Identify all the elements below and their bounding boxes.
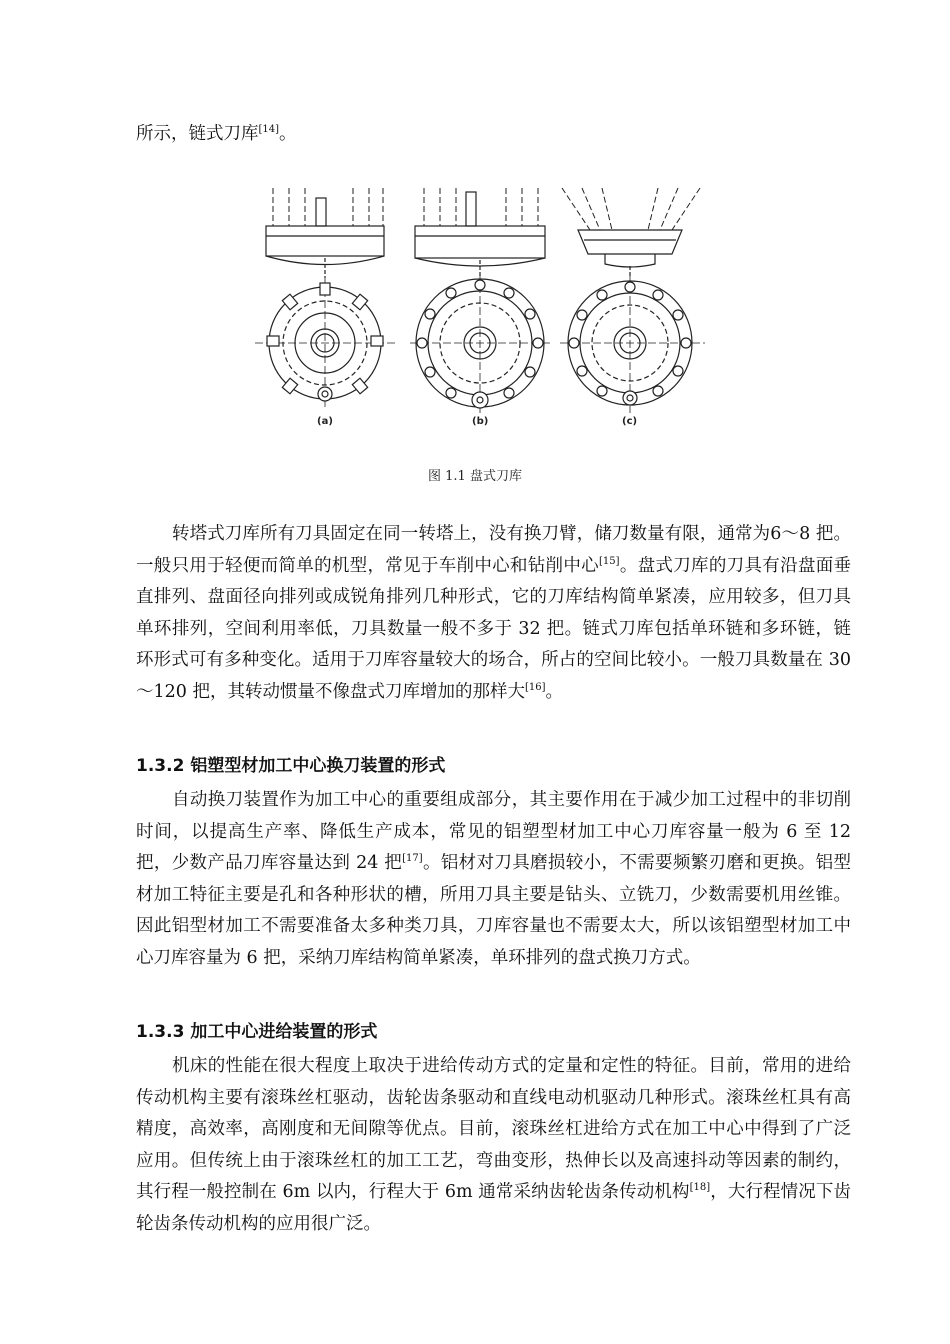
para2-text-1: 自动换刀装置作为加工中心的重要组成部分，其主要作用在于减少加工过程中的非切削时间，以提高生产率、降低生产成本，常见的铝塑型材加工中心刀库容量一般为 6 至 12 把，少数产品刀库容量达到 24 把 <box>136 790 851 873</box>
panel-label-a: (a) <box>317 416 333 427</box>
figure-caption: 图 1.1 盘式刀库 <box>428 469 522 484</box>
panel-label-b: (b) <box>472 416 489 427</box>
citation: [16] <box>524 681 546 693</box>
paragraph-tool-changer <box>136 785 851 974</box>
para1-text-1: 转塔式刀库所有刀具固定在同一转塔上，没有换刀臂，储刀数量有限，通常为6～8 把。一般只用于轻便而简单的机型，常见于车削中心和钻削中心 <box>136 524 851 576</box>
section-heading-1-3-3: 1.3.3 加工中心进给装置的形式 <box>136 1022 378 1042</box>
disc-magazine-figure <box>255 178 715 433</box>
para3-text-2: ，大行程情况下齿轮齿条传动机构的应用很广泛。 <box>136 1182 851 1234</box>
panel-b-drawing <box>410 188 550 427</box>
intro-end: 。 <box>279 124 297 144</box>
para3-text-1: 机床的性能在很大程度上取决于进给传动方式的定量和定性的特征。目前，常用的进给传动机构主要有滚珠丝杠驱动，齿轮齿条驱动和直线电动机驱动几种形式。滚珠丝杠具有高精度，高效率，高刚度和无间隙等优点。目前，滚珠丝杠进给方式在加工中心中得到了广泛应用。但传统上由于滚珠丝杠的加工工艺，弯曲变形，热伸长以及高速抖动等因素的制约，其行程一般控制在 6m 以内，行程大于 6m 通常采纳齿轮齿条传动机构 <box>136 1056 851 1202</box>
citation: [18] <box>689 1182 711 1194</box>
panel-label-c: (c) <box>622 416 638 427</box>
paragraph-feed-mechanism <box>136 1051 851 1240</box>
panel-a-drawing <box>255 188 395 427</box>
paragraph-turret-magazine <box>136 519 851 708</box>
para1-text-2: 。盘式刀库的刀具有沿盘面垂直排列、盘面径向排列或成锐角排列几种形式，它的刀库结构简单紧凑，应用较多，但刀具单环排列，空间利用率低，刀具数量一般不多于 32 把。链式刀库包括单环链和多环链，链环形式可有多种变化。适用于刀库容量较大的场合，所占的空间比较小。一般刀具数量在 30～120 把，其转动惯量不像盘式刀库增加的那样大 <box>136 555 852 702</box>
citation: [17] <box>402 853 423 865</box>
para2-text-2: 。铝材对刀具磨损较小，不需要频繁刃磨和更换。铝型材加工特征主要是孔和各种形状的槽，所用刀具主要是钻头、立铣刀，少数需要机用丝锥。因此铝型材加工不需要准备太多种类刀具，刀库容量也不需要太大，所以该铝塑型材加工中心刀库容量为 6 把，采纳刀库结构简单紧凑，单环排列的盘式换刀方式。 <box>136 853 851 968</box>
para1-text-3: 。 <box>545 681 563 702</box>
intro-line <box>136 119 851 151</box>
citation: [14] <box>258 124 280 136</box>
section-heading-1-3-2: 1.3.2 铝塑型材加工中心换刀装置的形式 <box>136 756 446 776</box>
panel-c-drawing <box>560 188 705 427</box>
citation: [15] <box>598 555 620 567</box>
intro-text: 所示，链式刀库 <box>136 124 259 144</box>
